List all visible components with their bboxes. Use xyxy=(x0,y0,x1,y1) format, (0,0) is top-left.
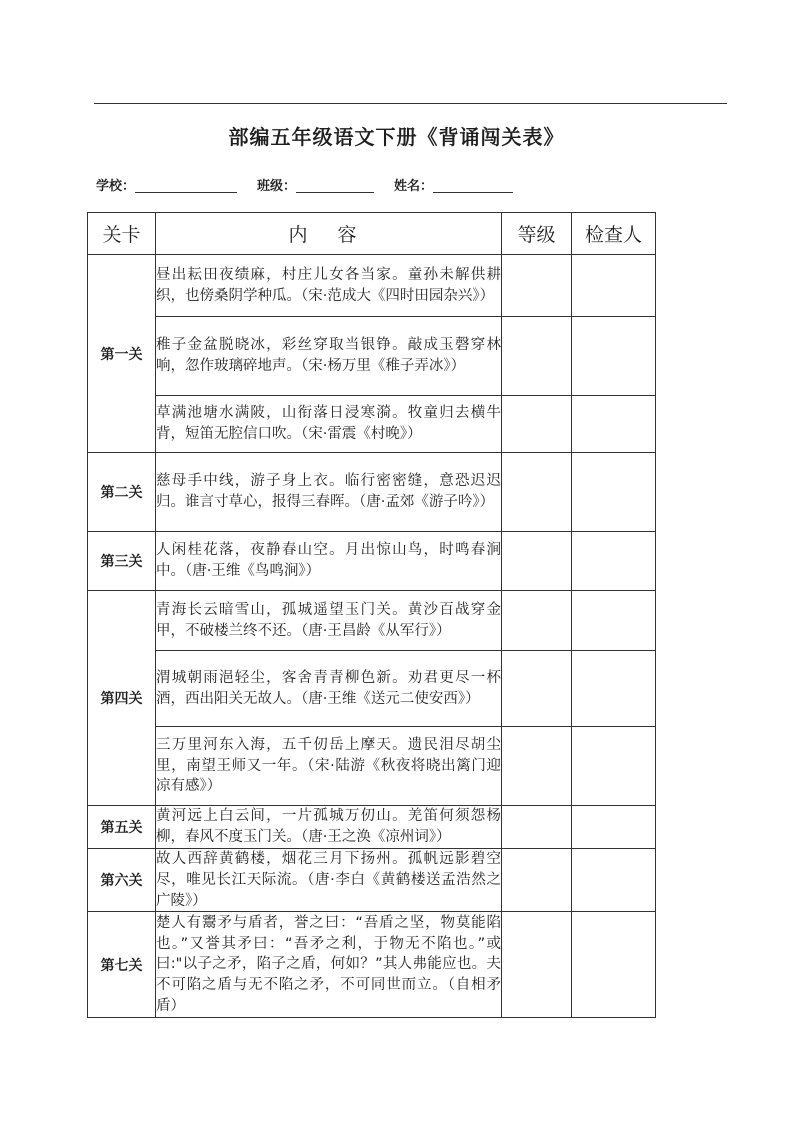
grade-cell[interactable] xyxy=(502,651,572,727)
level-cell: 第三关 xyxy=(88,532,156,591)
grade-cell[interactable] xyxy=(502,912,572,1018)
table-row xyxy=(88,806,656,849)
level-cell: 第四关 xyxy=(88,591,156,806)
checker-cell[interactable] xyxy=(572,396,656,453)
content-cell: 楚人有鬻矛与盾者，誉之曰：“吾盾之坚，物莫能陷也。”又誉其矛曰：“吾矛之利，于物无不陷也。”或曰:"以子之矛，陷子之盾，何如？”其人弗能应也。夫不可陷之盾与无不陷之矛，不可同世而立。（自相矛盾） xyxy=(156,912,502,1018)
grade-cell[interactable] xyxy=(502,317,572,396)
grade-cell[interactable] xyxy=(502,396,572,453)
table-row xyxy=(88,453,656,532)
content-cell: 人闲桂花落，夜静春山空。月出惊山鸟，时鸣春涧中。（唐·王维《鸟鸣涧》） xyxy=(156,532,502,591)
grade-cell[interactable] xyxy=(502,849,572,912)
school-blank-line[interactable] xyxy=(135,192,237,193)
level-cell: 第七关 xyxy=(88,912,156,1018)
table-row xyxy=(88,591,656,651)
content-cell: 昼出耘田夜绩麻，村庄儿女各当家。童孙未解供耕织，也傍桑阴学种瓜。（宋·范成大《四时田园杂兴》） xyxy=(156,255,502,317)
content-cell: 草满池塘水满陂，山衔落日浸寒漪。牧童归去横牛背，短笛无腔信口吹。（宋·雷震《村晚》） xyxy=(156,396,502,453)
header-row xyxy=(88,213,656,255)
header-checker: 检查人 xyxy=(572,213,656,255)
checker-cell[interactable] xyxy=(572,727,656,806)
grade-cell[interactable] xyxy=(502,591,572,651)
grade-cell[interactable] xyxy=(502,806,572,849)
school-field xyxy=(96,175,237,194)
checker-cell[interactable] xyxy=(572,255,656,317)
header-level: 关卡 xyxy=(88,213,156,255)
checker-cell[interactable] xyxy=(572,912,656,1018)
checker-cell[interactable] xyxy=(572,453,656,532)
recitation-table xyxy=(87,212,656,1018)
class-field xyxy=(257,175,374,194)
table-row xyxy=(88,396,656,453)
level-cell: 第六关 xyxy=(88,849,156,912)
page-title: 部编五年级语文下册《背诵闯关表》 xyxy=(228,125,565,149)
content-cell: 三万里河东入海，五千仞岳上摩天。遗民泪尽胡尘里，南望王师又一年。（宋·陆游《秋夜将晓出篱门迎凉有感》） xyxy=(156,727,502,806)
content-cell: 黄河远上白云间，一片孤城万仞山。羌笛何须怨杨柳，春风不度玉门关。（唐·王之涣《凉州词》） xyxy=(156,806,502,849)
content-cell: 慈母手中线，游子身上衣。临行密密缝，意恐迟迟归。谁言寸草心，报得三春晖。（唐·孟郊《游子吟》） xyxy=(156,453,502,532)
school-label: 学校： xyxy=(96,179,136,194)
checker-cell[interactable] xyxy=(572,806,656,849)
checker-cell[interactable] xyxy=(572,849,656,912)
grade-cell[interactable] xyxy=(502,727,572,806)
header-content: 内 容 xyxy=(156,213,502,255)
name-blank-line[interactable] xyxy=(433,192,513,193)
content-cell: 青海长云暗雪山，孤城遥望玉门关。黄沙百战穿金甲，不破楼兰终不还。（唐·王昌龄《从军行》） xyxy=(156,591,502,651)
class-blank-line[interactable] xyxy=(296,192,374,193)
content-cell: 故人西辞黄鹤楼，烟花三月下扬州。孤帆远影碧空尽，唯见长江天际流。（唐·李白《黄鹤楼送孟浩然之广陵》） xyxy=(156,849,502,912)
grade-cell[interactable] xyxy=(502,255,572,317)
level-cell: 第一关 xyxy=(88,255,156,453)
name-label: 姓名： xyxy=(394,179,434,194)
level-cell: 第二关 xyxy=(88,453,156,532)
level-cell: 第五关 xyxy=(88,806,156,849)
table-row xyxy=(88,532,656,591)
content-cell: 渭城朝雨浥轻尘，客舍青青柳色新。劝君更尽一杯酒，西出阳关无故人。（唐·王维《送元二使安西》） xyxy=(156,651,502,727)
table-row xyxy=(88,727,656,806)
table-row xyxy=(88,651,656,727)
content-cell: 稚子金盆脱晓冰，彩丝穿取当银铮。敲成玉磬穿林响，忽作玻璃碎地声。（宋·杨万里《稚子弄冰》） xyxy=(156,317,502,396)
header-grade: 等级 xyxy=(502,213,572,255)
grade-cell[interactable] xyxy=(502,532,572,591)
checker-cell[interactable] xyxy=(572,651,656,727)
table-row xyxy=(88,317,656,396)
table-row xyxy=(88,849,656,912)
table-row xyxy=(88,255,656,317)
checker-cell[interactable] xyxy=(572,591,656,651)
table-row xyxy=(88,912,656,1018)
class-label: 班级： xyxy=(257,179,297,194)
checker-cell[interactable] xyxy=(572,317,656,396)
checker-cell[interactable] xyxy=(572,532,656,591)
grade-cell[interactable] xyxy=(502,453,572,532)
top-rule xyxy=(94,103,727,104)
name-field xyxy=(394,175,513,194)
